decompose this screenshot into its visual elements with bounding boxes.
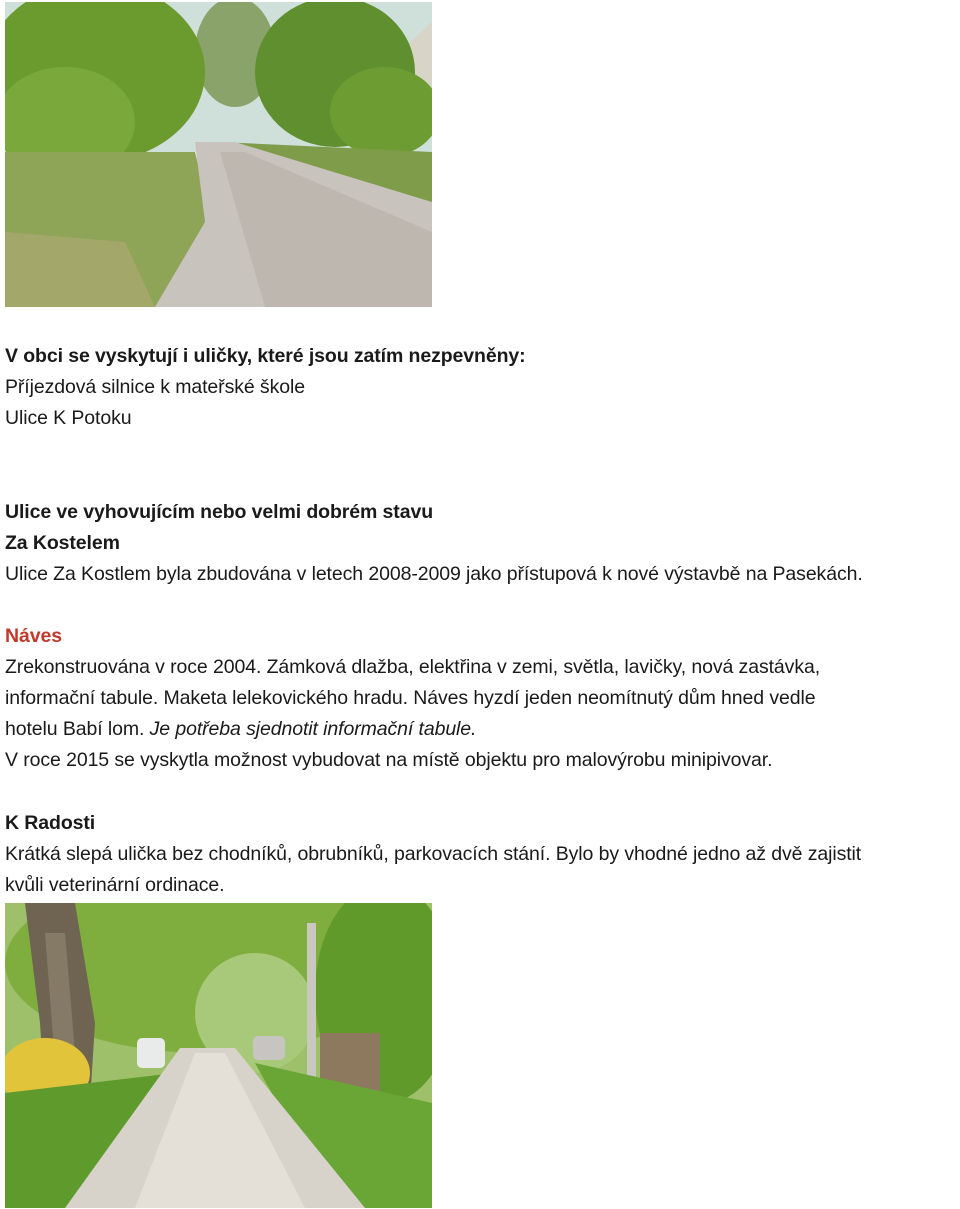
za-kostelem-text: Ulice Za Kostlem byla zbudována v letech 2008-2009 jako přístupová k nové výstavbě na Pasekách. — [5, 563, 863, 585]
naves-line-3-text: hotelu Babí lom. — [5, 718, 150, 740]
naves-line-2: informační tabule. Maketa lelekovického hradu. Náves hyzdí jeden neomítnutý dům hned vedle — [5, 687, 816, 709]
naves-line-1: Zrekonstruována v roce 2004. Zámková dlažba, elektřina v zemi, světla, lavičky, nová zastávka, — [5, 656, 821, 678]
za-kostelem-title: Za Kostelem — [5, 532, 120, 554]
unpaved-item-kindergarten-road: Příjezdová silnice k mateřské škole — [5, 376, 305, 398]
good-streets-heading: Ulice ve vyhovujícím nebo velmi dobrém stavu — [5, 501, 433, 523]
naves-line-3 — [5, 714, 476, 745]
naves-title: Náves — [5, 625, 62, 647]
unpaved-road-photo — [5, 2, 432, 307]
k-radosti-title: K Radosti — [5, 812, 96, 834]
naves-line-3-italic: Je potřeba sjednotit informační tabule. — [149, 718, 477, 740]
k-radosti-street-photo — [5, 903, 432, 1208]
k-radosti-line-1: Krátká slepá ulička bez chodníků, obrubníků, parkovacích stání. Bylo by vhodné jedno až dvě zajistit — [5, 843, 862, 865]
unpaved-heading: V obci se vyskytují i uličky, které jsou zatím nezpevněny: — [5, 345, 526, 367]
k-radosti-line-2: kvůli veterinární ordinace. — [5, 874, 225, 896]
unpaved-item-k-potoku: Ulice K Potoku — [5, 407, 132, 429]
naves-line-4: V roce 2015 se vyskytla možnost vybudovat na místě objektu pro malovýrobu minipivovar. — [5, 749, 773, 771]
